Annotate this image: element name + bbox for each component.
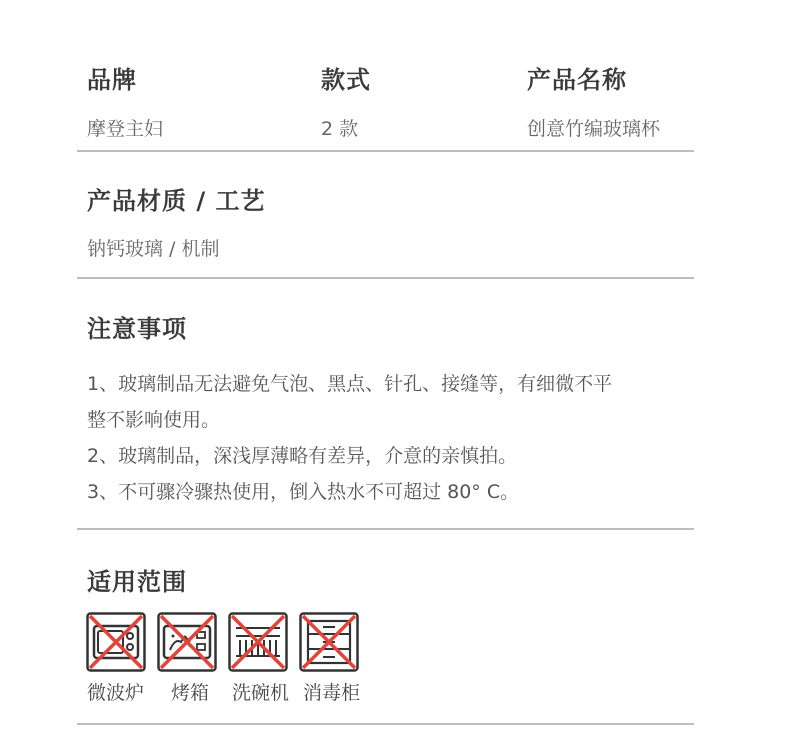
note-item: 3、不可骤冷骤热使用，倒入热水不可超过 80° C。 <box>87 481 520 503</box>
style-label: 款式 <box>321 66 371 94</box>
usage-label-dishwasher: 洗碗机 <box>232 682 290 704</box>
usage-label-oven: 烤箱 <box>171 682 210 704</box>
divider <box>77 723 694 725</box>
oven-icon <box>157 612 217 672</box>
sterilizer-cabinet-icon <box>299 612 359 672</box>
style-value: 2 款 <box>321 118 359 140</box>
notes-list <box>87 366 667 510</box>
usage-title: 适用范围 <box>87 568 187 596</box>
note-item-1-line-1: 1、玻璃制品无法避免气泡、黑点、针孔、接缝等，有细微不平 <box>87 373 613 395</box>
brand-label: 品牌 <box>87 66 137 94</box>
notes-title: 注意事项 <box>87 315 187 343</box>
usage-label-sterilizer: 消毒柜 <box>303 682 361 704</box>
microwave-icon <box>86 612 146 672</box>
divider <box>77 150 694 152</box>
dishwasher-icon <box>228 612 288 672</box>
divider <box>77 277 694 279</box>
material-label: 产品材质 / 工艺 <box>87 187 266 215</box>
divider <box>77 528 694 530</box>
note-item: 2、玻璃制品，深浅厚薄略有差异，介意的亲慎拍。 <box>87 445 518 467</box>
brand-value: 摩登主妇 <box>87 118 164 140</box>
note-item <box>87 366 667 438</box>
product-name-value: 创意竹编玻璃杯 <box>527 118 661 140</box>
product-name-label: 产品名称 <box>527 66 627 94</box>
usage-icons <box>86 612 370 672</box>
note-item-1-line-2: 整不影响使用。 <box>87 409 221 431</box>
material-value: 钠钙玻璃 / 机制 <box>87 238 220 260</box>
usage-label-microwave: 微波炉 <box>87 682 145 704</box>
